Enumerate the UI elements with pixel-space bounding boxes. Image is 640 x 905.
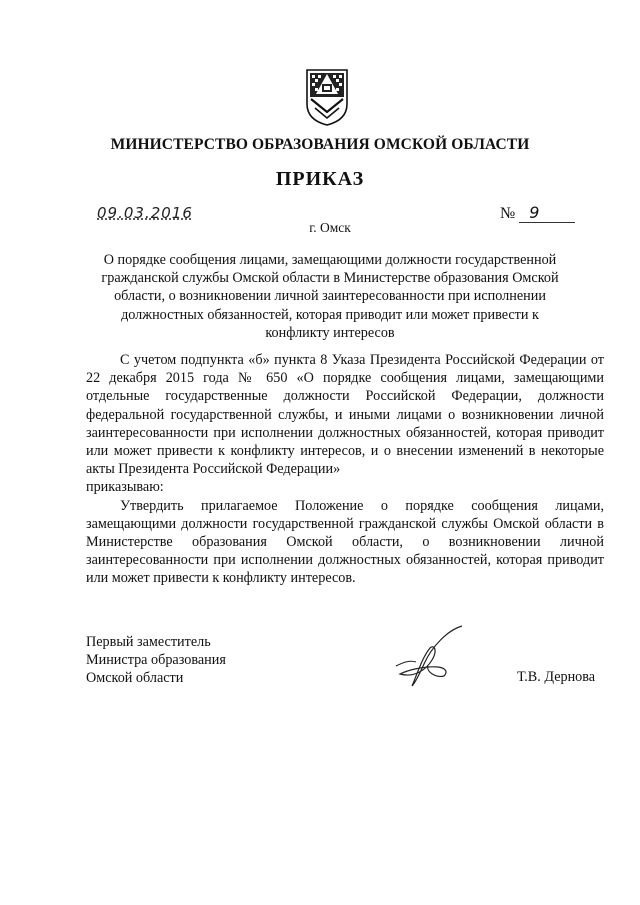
number-label: № xyxy=(500,205,516,222)
position-line-1: Первый заместитель xyxy=(86,634,211,650)
document-type-title: ПРИКАЗ xyxy=(275,168,365,190)
signatory-position xyxy=(86,633,226,688)
decision-paragraph: Утвердить прилагаемое Положение о порядке сообщения лицами, замещающими должности государственной гражданской службы Омской области в Министерстве образования Омской области, о возникновении личной заинтересованности при исполнении должностных обязанностей, которая приводит или может привести к конфликту интересов. xyxy=(86,497,604,587)
order-body xyxy=(86,351,604,588)
preamble-paragraph: С учетом подпункта «б» пункта 8 Указа Президента Российской Федерации от 22 декабря 2015 года № 650 «О порядке сообщения лицами, замещающими отдельные государственные должности Российской Федерации, должности федеральной государственной службы, и иными лицами о возникновении личной заинтересованности при исполнении должностных обязанностей, которая приводит или может привести к конфликту интересов, и о внесении изменений в некоторые акты Президента Российской Федерации» xyxy=(86,352,604,478)
ministry-name: МИНИСТЕРСТВО ОБРАЗОВАНИЯ ОМСКОЙ ОБЛАСТИ xyxy=(110,136,530,153)
city-line: г. Омск xyxy=(309,220,351,235)
position-line-2: Министра образования xyxy=(86,652,226,669)
number-value: 9 xyxy=(519,203,575,223)
signatory-name: Т.В. Дернова xyxy=(517,669,596,685)
handwritten-signature xyxy=(388,620,468,690)
coat-of-arms-emblem xyxy=(305,68,349,126)
position-line-3: Омской области xyxy=(86,670,184,687)
document-date: 09.03.2016 xyxy=(97,204,193,222)
order-word: приказываю: xyxy=(86,479,164,496)
order-subject: О порядке сообщения лицами, замещающими должности государственной гражданской службы Омской области в Министерстве образования Омской области, о возникновении личной заинтересованности при исполнении должностных обязанностей, которая приводит или может привести к конфликту интересов xyxy=(101,252,559,341)
